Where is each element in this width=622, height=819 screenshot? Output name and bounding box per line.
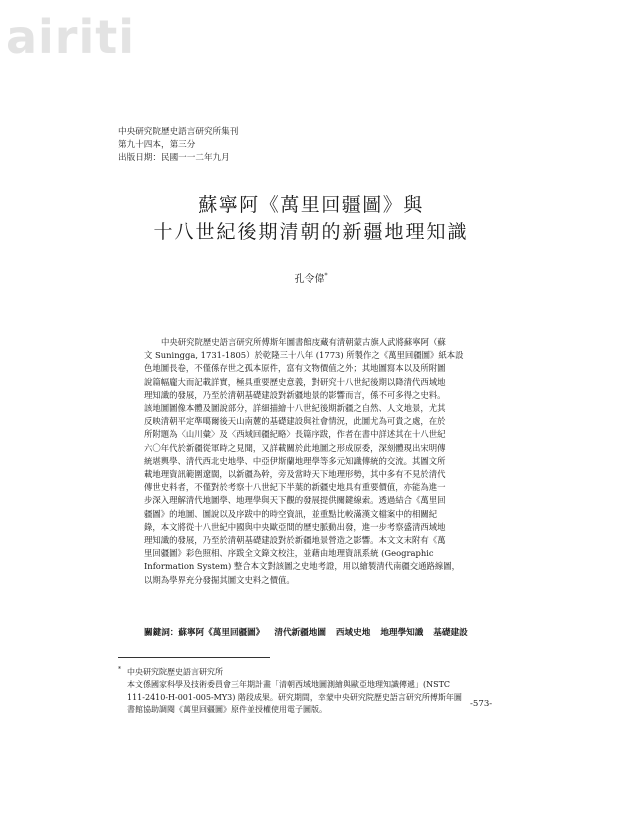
abstract — [144, 336, 482, 587]
abstract-line: 里回疆圖》彩色照相、序跋全文錄文校注，並藉由地理資訊系統 (Geographic — [144, 548, 434, 559]
abstract-line: 統堪輿學、清代西北史地學、中亞伊斯蘭地理學等多元知識傳統的交流。其圖文所 — [144, 455, 446, 466]
keywords-label: 關鍵詞： — [144, 628, 179, 638]
abstract-line: 步深入理解清代地圖學、地理學與天下觀的發展提供關鍵線索。透過結合《萬里回 — [144, 495, 446, 506]
abstract-line: 該地圖圖像本體及圖說部分，詳細描繪十八世紀後期新疆之自然、人文地景，尤其 — [144, 403, 446, 414]
abstract-line: 以期為學界充分發掘其圖文史料之價值。 — [144, 574, 295, 585]
abstract-line: 色地圖長卷，不僅係存世之孤本原件，富有文物價值之外；其地圖寫本以及所附圖 — [144, 363, 446, 374]
paper-title-line-2: 十八世紀後期清朝的新疆地理知識 — [153, 221, 469, 243]
footnote-affiliation: 中央研究院歷史語言研究所 — [127, 667, 223, 677]
airiti-watermark: airiti — [6, 10, 136, 64]
journal-volume: 第九十四本，第三分 — [118, 140, 196, 150]
abstract-line: 文 Suningga, 1731-1805）於乾隆三十八年 (1773) 所製作之《萬里回疆圖》紙本設 — [144, 350, 464, 361]
keyword: 蘇寧阿《萬里回疆圖》 — [178, 628, 265, 638]
abstract-line: 六〇年代於新疆從軍時之見聞，又詳載關於此地圖之形成原委，深刻體現出宋明傳 — [144, 442, 446, 453]
page-number: -573- — [470, 699, 493, 709]
abstract-line: Information System) 整合本文對該圖之史地考證，用以繪製清代南疆交通路線圖， — [144, 561, 461, 572]
footnote-line: 書館協助調閱《萬里回疆圖》原件並授權使用電子圖版。 — [127, 705, 327, 715]
abstract-line: 說篇幅龐大而記載詳實，極具重要歷史意義，對研究十八世紀後期以降清代西域地 — [144, 376, 446, 387]
keyword: 清代新疆地圖 — [274, 628, 326, 638]
footnote-mark: * — [118, 666, 121, 673]
journal-header — [118, 126, 238, 165]
abstract-line: 傳世史料者，不僅對於考察十八世紀下半葉的新疆史地具有重要價值，亦能為進一 — [144, 482, 446, 493]
abstract-line: 所附題為〈山川彙〉及〈西域回疆紀略〉長篇序跋，作者在書中詳述其在十八世紀 — [144, 429, 446, 440]
footnote-line: 本文係國家科學及技術委員會三年期計畫「清朝西域地圖測繪與歐亞地理知識傳遞」(NSTC — [127, 680, 451, 690]
keywords — [144, 626, 478, 638]
abstract-line: 載地理資訊範圍遼闊，以新疆為幹，旁及當時天下地理形勢，其中多有不見於清代 — [144, 469, 446, 480]
abstract-line: 理知識的發展，乃至於清朝基礎建設對於新疆地景營造之影響。本文文末附有《萬 — [144, 535, 446, 546]
publication-date: 出版日期：民國一一二年九月 — [118, 153, 230, 163]
keyword: 西域史地 — [335, 628, 371, 638]
keyword: 地理學知識 — [380, 628, 424, 638]
author — [0, 270, 622, 285]
abstract-line: 疆圖》的地圖、圖說以及序跋中的時空資訊，並重點比較滿漢文檔案中的相關紀 — [144, 508, 438, 519]
footnote — [118, 664, 498, 717]
footnote-divider — [118, 657, 270, 658]
abstract-line: 中央研究院歷史語言研究所傅斯年圖書館庋藏有清朝蒙古旗人武將蘇寧阿（蘇 — [161, 337, 446, 347]
author-name: 孔令偉 — [294, 274, 325, 285]
keyword: 基礎建設 — [433, 628, 468, 638]
abstract-line: 錄，本文將從十八世紀中國與中央歐亞間的歷史脈動出發，進一步考察盛清西域地 — [144, 521, 446, 532]
footnote-line: 111-2410-H-001-005-MY3) 階段成果。研究期間，幸蒙中央研究院歷史語言研究所傅斯年圖 — [127, 692, 462, 702]
abstract-line: 反映清朝平定準噶爾後天山南麓的基礎建設與社會情況，此圖尤為可貴之處，在於 — [144, 416, 446, 427]
abstract-line: 理知識的發展，乃至於清朝基礎建設對新疆地景的影響而言，係不可多得之史料。 — [144, 389, 446, 400]
author-footnote-mark: * — [324, 272, 328, 280]
paper-title-line-1: 蘇寧阿《萬里回疆圖》與 — [198, 194, 424, 216]
journal-name: 中央研究院歷史語言研究所集刊 — [118, 127, 239, 137]
